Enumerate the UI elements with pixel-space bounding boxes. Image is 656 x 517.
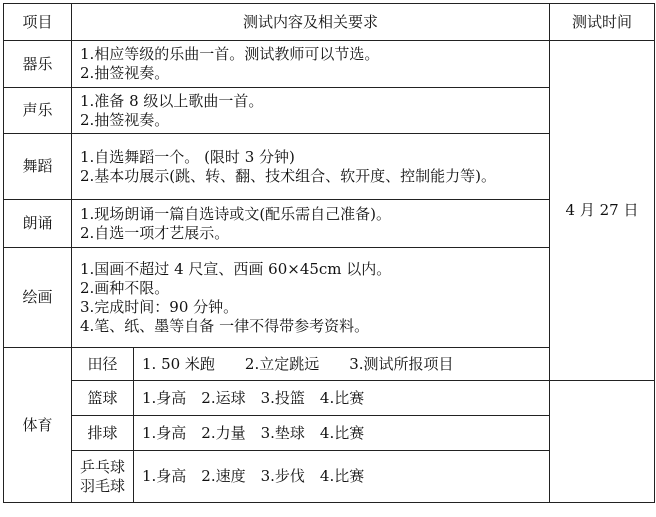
header-time: 测试时间 [550, 4, 655, 41]
row-sports-basketball [4, 381, 655, 416]
category-dance: 舞蹈 [4, 134, 72, 200]
sports-content-basketball: 1.身高 2.运球 3.投篮 4.比赛 [134, 381, 550, 416]
content-dance [72, 134, 550, 200]
sports-item-volleyball: 排球 [72, 416, 134, 451]
content-instrumental [72, 41, 550, 88]
category-recitation: 朗诵 [4, 200, 72, 248]
sports-item-table-tennis-badminton [72, 451, 134, 503]
test-date: 4 月 27 日 [550, 41, 655, 381]
content-line: 1.相应等级的乐曲一首。测试教师可以节选。 [80, 45, 380, 63]
sports-item-athletics: 田径 [72, 348, 134, 381]
content-line: 2.基本功展示(跳、转、翻、技术组合、软开度、控制能力等)。 [80, 166, 497, 185]
sports-content-table-tennis-badminton: 1.身高 2.速度 3.步伐 4.比赛 [134, 451, 550, 503]
content-line: 1.自选舞蹈一个。 (限时 3 分钟) [80, 147, 295, 166]
category-painting: 绘画 [4, 248, 72, 348]
header-row [4, 4, 655, 41]
content-painting [72, 248, 550, 348]
content-line: 1.准备 8 级以上歌曲一首。 [80, 91, 264, 110]
content-line: 2.抽签视奏。 [80, 110, 170, 129]
category-instrumental: 器乐 [4, 41, 72, 88]
sports-item-basketball: 篮球 [72, 381, 134, 416]
sports-content-volleyball: 1.身高 2.力量 3.垫球 4.比赛 [134, 416, 550, 451]
test-requirements-table [3, 3, 655, 503]
content-line: 2.抽签视奏。 [80, 64, 170, 82]
content-vocal [72, 88, 550, 134]
sports-content-athletics: 1. 50 米跑 2.立定跳远 3.测试所报项目 [134, 348, 550, 381]
category-sports: 体育 [4, 348, 72, 503]
sports-item-name-line: 羽毛球 [79, 476, 125, 495]
sports-item-name-line: 乒乓球 [79, 457, 125, 476]
content-line: 2.画种不限。 [80, 278, 170, 297]
content-line: 3.完成时间：90 分钟。 [80, 297, 239, 316]
header-content: 测试内容及相关要求 [72, 4, 550, 41]
row-instrumental [4, 41, 655, 88]
category-vocal: 声乐 [4, 88, 72, 134]
content-line: 2.自选一项才艺展示。 [80, 223, 230, 242]
content-recitation [72, 200, 550, 248]
date-cell-continued [550, 381, 655, 503]
content-line: 1.现场朗诵一篇自选诗或文(配乐需自己准备)。 [80, 204, 392, 223]
header-item: 项目 [4, 4, 72, 41]
content-line: 1.国画不超过 4 尺宣、西画 60×45cm 以内。 [80, 259, 392, 278]
content-line: 4.笔、纸、墨等自备 一律不得带参考资料。 [80, 316, 370, 335]
